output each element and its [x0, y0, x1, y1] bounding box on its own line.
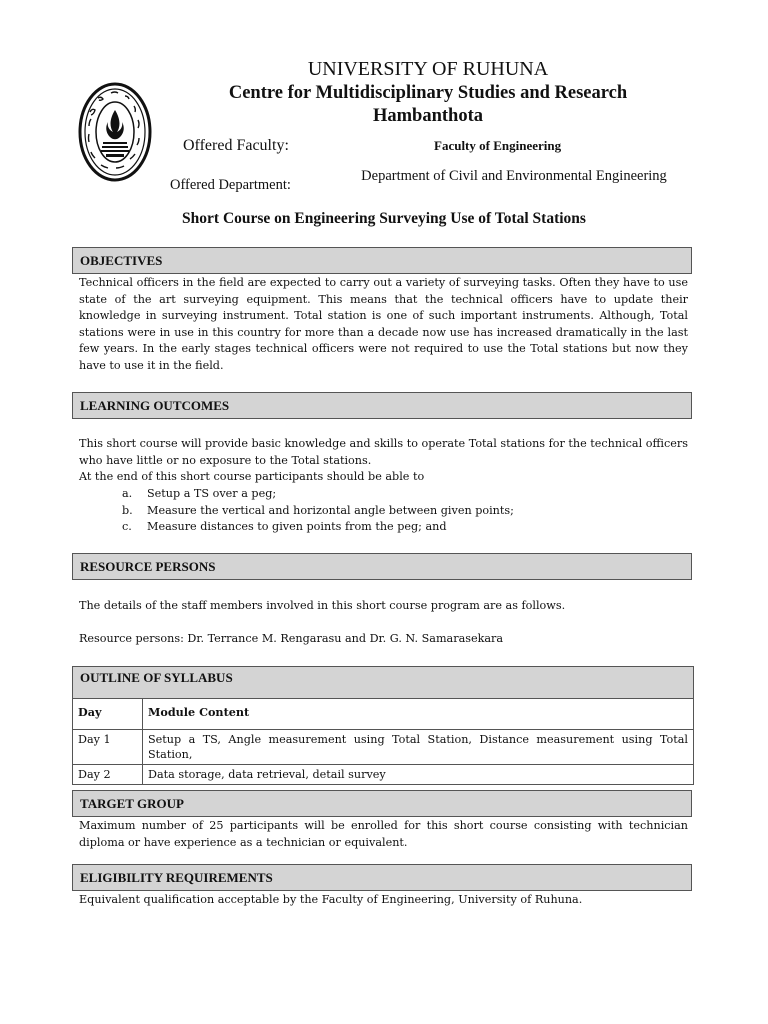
list-marker: a. [122, 487, 133, 500]
list-item [122, 519, 514, 536]
list-item-text: Measure distances to given points from the peg; and [147, 520, 447, 533]
resource-persons-names: Resource persons: Dr. Terrance M. Rengarasu and Dr. G. N. Samarasekara [79, 632, 504, 645]
list-item [122, 486, 514, 503]
objectives-heading: OBJECTIVES [72, 247, 692, 274]
syllabus-heading: OUTLINE OF SYLLABUS [73, 667, 694, 699]
list-item [122, 503, 514, 520]
eligibility-text: Equivalent qualification acceptable by the Faculty of Engineering, University of Ruhuna. [79, 893, 583, 906]
table-header-row [73, 699, 694, 730]
column-header-day: Day [73, 699, 143, 730]
objectives-text: Technical officers in the field are expected to carry out a variety of surveying tasks. Often they have to use state of the art surveying equipment. This means that the technical officers have to update their knowledge in surveying instrument. Total station is one of such important instruments. Although, Total stations were in use in this country for more than a decade now use has increased dramatically in the last few years. In the early stages technical officers were not required to use the Total stations but now they have to use it in the field. [79, 276, 688, 372]
learning-outcomes-heading: LEARNING OUTCOMES [72, 392, 692, 419]
learning-outcomes-lead: At the end of this short course participants should be able to [79, 470, 425, 483]
learning-outcomes-intro: This short course will provide basic knowledge and skills to operate Total stations for the technical officers who have little or no exposure to the Total stations. [79, 437, 688, 467]
offered-department-label: Offered Department: [170, 177, 291, 193]
list-item-text: Measure the vertical and horizontal angle between given points; [147, 503, 514, 517]
university-name: UNIVERSITY OF RUHUNA [307, 58, 549, 80]
day-cell: Day 1 [73, 730, 143, 765]
content-cell: Data storage, data retrieval, detail survey [143, 765, 694, 785]
learning-outcomes-list [122, 486, 514, 536]
offered-faculty-label: Offered Faculty: [183, 137, 289, 154]
offered-faculty-value: Faculty of Engineering [434, 138, 562, 153]
list-marker: b. [122, 503, 133, 517]
course-title: Short Course on Engineering Surveying Use of Total Stations [182, 210, 586, 227]
table-row [73, 730, 694, 765]
target-group-text: Maximum number of 25 participants will be enrolled for this short course consisting with technician diploma or have experience as a technician or equivalent. [79, 819, 688, 849]
day-cell: Day 2 [73, 765, 143, 785]
target-group-heading: TARGET GROUP [72, 790, 692, 817]
resource-persons-heading: RESOURCE PERSONS [72, 553, 692, 580]
syllabus-table [72, 666, 694, 785]
column-header-module-content: Module Content [143, 699, 694, 730]
list-marker: c. [122, 520, 132, 533]
content-cell: Setup a TS, Angle measurement using Total Station, Distance measurement using Total Station, [143, 730, 694, 765]
offered-department-value: Department of Civil and Environmental Engineering [361, 168, 667, 184]
resource-persons-text: The details of the staff members involved in this short course program are as follows. [79, 599, 566, 612]
eligibility-heading: ELIGIBILITY REQUIREMENTS [72, 864, 692, 891]
centre-name [180, 82, 676, 128]
centre-name-line1: Centre for Multidisciplinary Studies and Research [228, 83, 628, 103]
list-item-text: Setup a TS over a peg; [147, 487, 277, 500]
university-seal-logo [78, 82, 152, 182]
centre-name-line2: Hambanthota [373, 106, 483, 126]
table-row [73, 765, 694, 785]
